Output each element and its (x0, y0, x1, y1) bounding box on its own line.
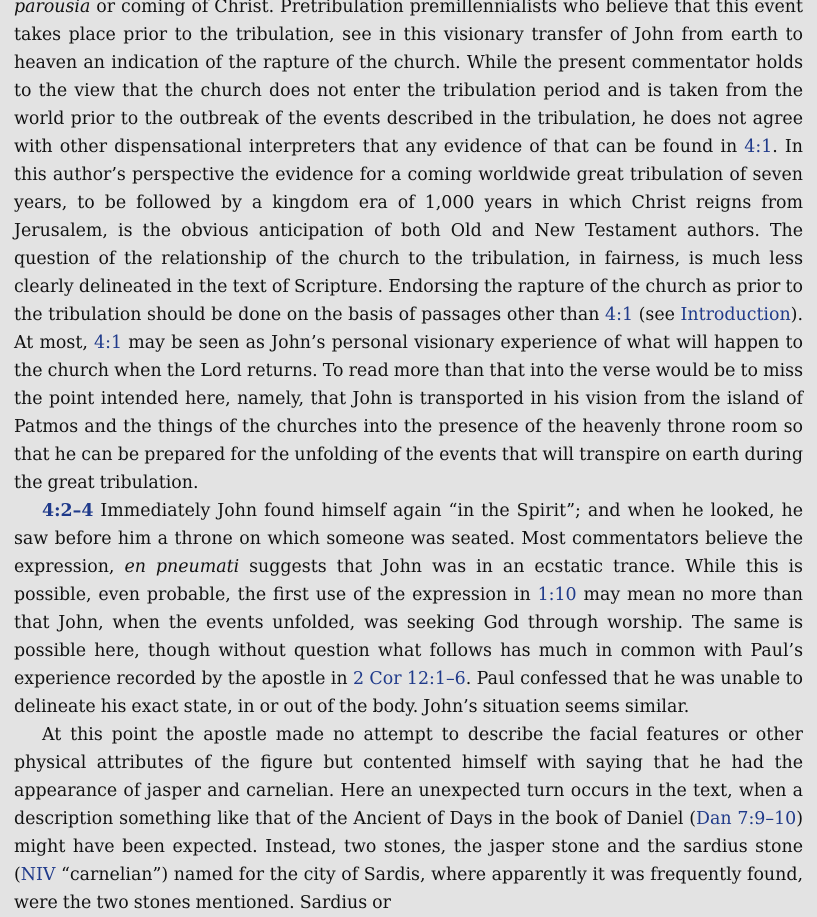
introduction-link[interactable]: Introduction (680, 305, 791, 325)
paragraph-text: . In this author’s perspective the evidence for a coming worldwide great tribulation of seven years, to be followed by a kingdom era of 1,000 years in which Christ reigns from Jerusalem, is the obvious anticipation of both Old and New Testament authors. The question of the relationship of the church to the tribulation, in fairness, is much less clearly delineated in the text of Scripture. Endorsing the rapture of the church as prior to the tribulation should be done on the basis of passages other than (14, 137, 803, 325)
scripture-link-4-1[interactable]: 4:1 (94, 333, 123, 353)
scripture-link-1-10[interactable]: 1:10 (537, 585, 577, 605)
scripture-link-4-1[interactable]: 4:1 (605, 305, 634, 325)
paragraph-text: may mean no more than that John, when the events unfolded, was seeking God through worship. The same is possible here, though without question what follows has much in common with Paul’s experience recorded by the apostle in (14, 585, 804, 689)
paragraph-text: . Paul confessed that he was unable to delineate his exact state, in or out of the body. John’s situation seems similar. (14, 669, 803, 717)
italic-term-parousia: parousia (14, 0, 91, 17)
paragraph-text: or coming of Christ. Pretribulation premillennialists who believe that this event takes place prior to the tribulation, see in this visionary transfer of John from earth to heaven an indication of the rapture of the church. While the present commentator holds to the view that the church does not enter the tribulation period and is taken from the world prior to the outbreak of the events described in the tribulation, he does not agree with other dispensational interpreters that any evidence of that can be found in (14, 0, 803, 157)
paragraph-1 (14, 0, 803, 497)
paragraph-text: Immediately John found himself again “in the Spirit”; and when he looked, he saw before him a throne on which someone was seated. Most commentators believe the expression, (14, 501, 803, 577)
scripture-link-dan-7[interactable]: Dan 7:9–10 (696, 809, 797, 829)
italic-term-en-pneumati: en pneumati (124, 557, 240, 577)
paragraph-text: may be seen as John’s personal visionary experience of what will happen to the church when the Lord returns. To read more than that into the verse would be to miss the point intended here, namely, that John is transported in his vision from the island of Patmos and the things of the churches into the presence of the heavenly throne room so that he can be prepared for the unfolding of the events that will transpire on earth during the great tribulation. (14, 333, 803, 493)
abbreviation-link-niv[interactable]: NIV (20, 865, 56, 885)
paragraph-2 (14, 497, 803, 721)
scripture-link-2-cor-12[interactable]: 2 Cor 12:1–6 (352, 669, 466, 689)
verse-reference-heading: 4:2–4 (42, 501, 94, 521)
paragraph-text: suggests that John was in an ecstatic trance. While this is possible, even probable, the first use of the expression in (14, 557, 803, 605)
paragraph-3 (14, 721, 803, 917)
scripture-link-4-1[interactable]: 4:1 (744, 137, 773, 157)
commentary-text (14, 0, 803, 917)
paragraph-text: ) might have been expected. Instead, two stones, the jasper stone and the sardius stone ( (14, 809, 803, 885)
paragraph-text: “carnelian”) named for the city of Sardis, where apparently it was frequently found, were the two stones mentioned. Sardius or (14, 865, 803, 913)
paragraph-text: At this point the apostle made no attempt to describe the facial features or other physical attributes of the figure but contented himself with saying that he had the appearance of jasper and carnelian. Here an unexpected turn occurs in the text, when a description something like that of the Ancient of Days in the book of Daniel ( (14, 725, 803, 829)
paragraph-text: ). At most, (14, 305, 803, 353)
paragraph-text: (see (633, 305, 681, 325)
